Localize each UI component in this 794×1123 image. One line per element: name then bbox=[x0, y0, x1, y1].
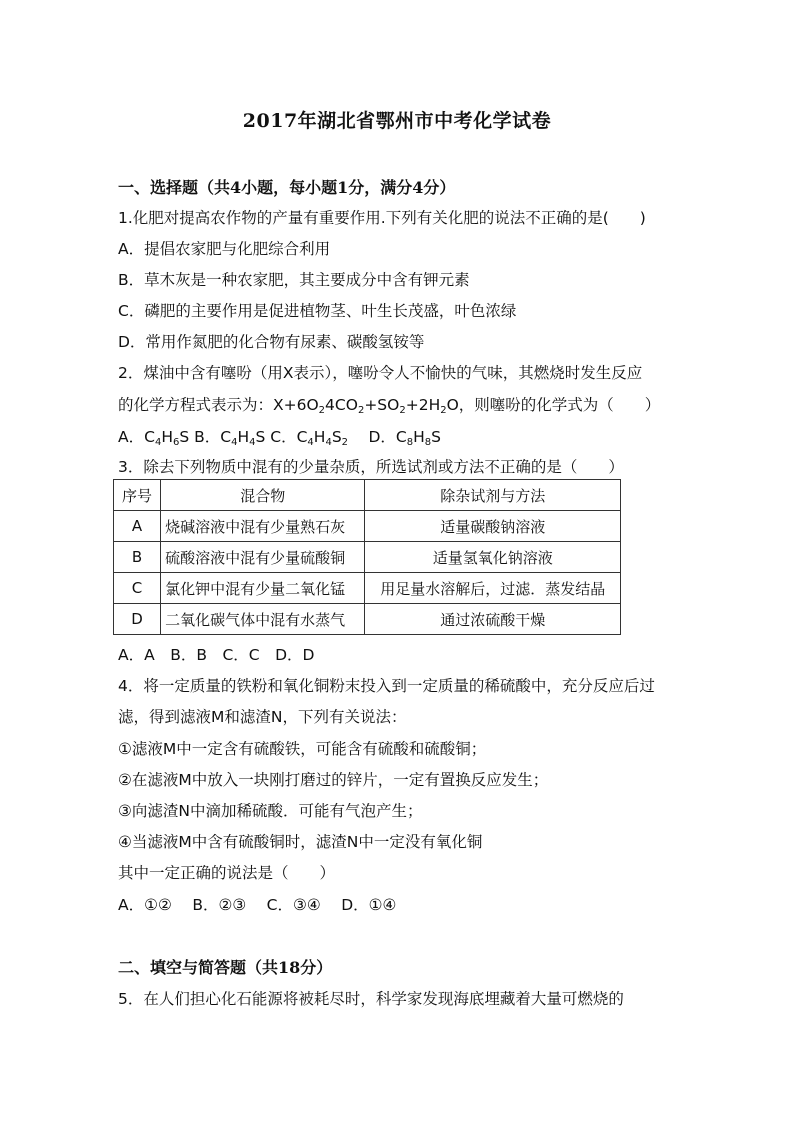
subscript: 8 bbox=[406, 437, 414, 448]
question-5-stem-line1: 5．在人们担心化石能源将被耗尽时，科学家发现海底埋藏着大量可燃烧的 bbox=[118, 990, 624, 1008]
formula-part: H bbox=[161, 428, 173, 446]
question-4-stem-line1: 4．将一定质量的铁粉和氧化铜粉末投入到一定质量的稀硫酸中，充分反应后过 bbox=[118, 677, 655, 695]
equation-part: 4CO bbox=[325, 396, 358, 414]
table-row bbox=[114, 604, 621, 635]
subscript: 2 bbox=[341, 437, 349, 448]
subscript: 8 bbox=[424, 437, 432, 448]
formula-part: H bbox=[237, 428, 250, 446]
question-1-option-b: B．草木灰是一种农家肥，其主要成分中含有钾元素 bbox=[118, 271, 470, 289]
table-header-row bbox=[114, 480, 621, 511]
question-3-options: A．A B．B C．C D．D bbox=[118, 646, 315, 664]
option-b: B．C bbox=[189, 428, 232, 446]
table-cell: 氯化钾中混有少量二氧化锰 bbox=[161, 573, 365, 604]
formula-part: S bbox=[179, 428, 190, 446]
subscript: 2 bbox=[318, 405, 326, 416]
section-heading-fill: 二、填空与简答题（共18分） bbox=[118, 958, 333, 977]
subscript: 2 bbox=[440, 405, 447, 416]
table-header: 序号 bbox=[114, 480, 161, 511]
question-2-stem-line2 bbox=[118, 393, 660, 415]
formula-part: S bbox=[431, 428, 441, 446]
subscript: 2 bbox=[357, 405, 365, 416]
question-4-statement-3: ③向滤渣N中滴加稀硫酸．可能有气泡产生； bbox=[118, 802, 423, 820]
subscript: 4 bbox=[307, 437, 314, 448]
table-cell: C bbox=[114, 573, 161, 604]
question-2-stem-line1: 2．煤油中含有噻吩（用X表示），噻吩令人不愉快的气味，其燃烧时发生反应 bbox=[118, 364, 643, 382]
page-title: 2017年湖北省鄂州市中考化学试卷 bbox=[242, 110, 552, 132]
section-heading-choice: 一、选择题（共4小题，每小题1分，满分4分） bbox=[118, 178, 456, 197]
table-cell: A bbox=[114, 511, 161, 542]
equation-part: +2H bbox=[405, 396, 441, 414]
question-3-table bbox=[113, 479, 621, 635]
table-cell: 适量碳酸钠溶液 bbox=[365, 511, 621, 542]
table-header: 除杂试剂与方法 bbox=[365, 480, 621, 511]
question-1-option-c: C．磷肥的主要作用是促进植物茎、叶生长茂盛，叶色浓绿 bbox=[118, 302, 517, 320]
table-cell: 烧碱溶液中混有少量熟石灰 bbox=[161, 511, 365, 542]
subscript: 6 bbox=[172, 437, 180, 448]
question-4-statement-4: ④当滤液M中含有硫酸铜时，滤渣N中一定没有氧化铜 bbox=[118, 833, 483, 851]
equation-part: O，则噻吩的化学式为（ ） bbox=[446, 396, 661, 414]
table-cell: 适量氢氧化钠溶液 bbox=[365, 542, 621, 573]
formula-part: H bbox=[313, 428, 326, 446]
question-1-option-d: D．常用作氮肥的化合物有尿素、碳酸氢铵等 bbox=[118, 333, 425, 351]
subscript: 2 bbox=[399, 405, 406, 416]
table-row bbox=[114, 542, 621, 573]
question-4-options: A．①② B．②③ C．③④ D．①④ bbox=[118, 896, 397, 914]
question-1-stem: 1.化肥对提高农作物的产量有重要作用.下列有关化肥的说法不正确的是( ) bbox=[118, 209, 646, 227]
option-c: C．C bbox=[265, 428, 308, 446]
subscript: 4 bbox=[249, 437, 256, 448]
table-cell: D bbox=[114, 604, 161, 635]
table-cell: 通过浓硫酸干燥 bbox=[365, 604, 621, 635]
table-header: 混合物 bbox=[161, 480, 365, 511]
question-1-option-a: A．提倡农家肥与化肥综合利用 bbox=[118, 240, 331, 258]
formula-part: H bbox=[413, 428, 425, 446]
question-4-statement-2: ②在滤液M中放入一块刚打磨过的锌片，一定有置换反应发生； bbox=[118, 771, 549, 789]
question-4-stem-line2: 滤，得到滤液M和滤渣N，下列有关说法： bbox=[118, 708, 407, 726]
question-4-ask: 其中一定正确的说法是（ ） bbox=[118, 864, 336, 882]
question-4-statement-1: ①滤液M中一定含有硫酸铁，可能含有硫酸和硫酸铜； bbox=[118, 740, 487, 758]
formula-part: S bbox=[255, 428, 266, 446]
table-cell: B bbox=[114, 542, 161, 573]
table-cell: 二氧化碳气体中混有水蒸气 bbox=[161, 604, 365, 635]
table-row bbox=[114, 511, 621, 542]
table-cell: 用足量水溶解后，过滤．蒸发结晶 bbox=[365, 573, 621, 604]
option-a: A．C bbox=[118, 428, 155, 446]
equation-part: 的化学方程式表示为：X+6O bbox=[118, 396, 319, 414]
question-2-options bbox=[118, 425, 441, 447]
table-cell: 硫酸溶液中混有少量硫酸铜 bbox=[161, 542, 365, 573]
subscript: 4 bbox=[231, 437, 238, 448]
subscript: 4 bbox=[154, 437, 162, 448]
question-3-stem: 3．除去下列物质中混有的少量杂质，所选试剂或方法不正确的是（ ） bbox=[118, 458, 624, 476]
subscript: 4 bbox=[325, 437, 332, 448]
table-row bbox=[114, 573, 621, 604]
option-d: D．C bbox=[348, 428, 407, 446]
equation-part: +SO bbox=[364, 396, 400, 414]
formula-part: S bbox=[331, 428, 342, 446]
